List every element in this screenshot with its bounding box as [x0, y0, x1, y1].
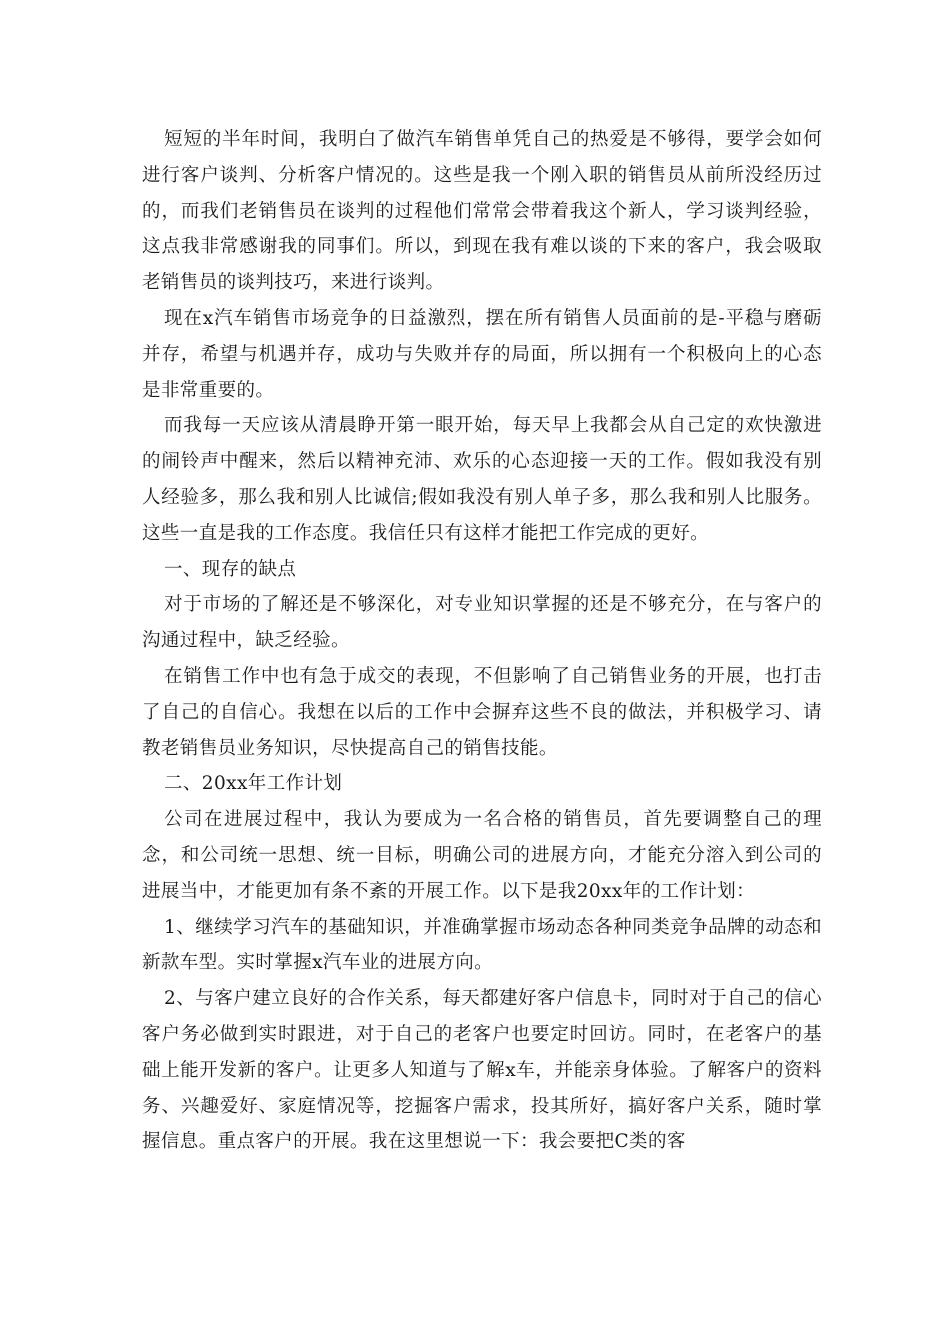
paragraph-shortcoming-1: 对于市场的了解还是不够深化，对专业知识掌握的还是不够充分，在与客户的沟通过程中，缺乏经验。	[142, 594, 822, 652]
paragraph-plan-item-2: 2、与客户建立良好的合作关系，每天都建好客户信息卡，同时对于自己的信心客户务必做到实时跟进，对于自己的老客户也要定时回访。同时，在老客户的基础上能开发新的客户。让更多人知道与了解x车，并能亲身体验。了解客户的资料务、兴趣爱好、家庭情况等，挖掘客户需求，投其所好，搞好客户关系，随时掌握信息。重点客户的开展。我在这里想说一下：我会要把C类的客	[142, 988, 822, 1153]
document-body	[142, 122, 822, 1160]
paragraph-market: 现在x汽车销售市场竞争的日益激烈，摆在所有销售人员面前的是-平稳与磨砺并存，希望与机遇并存，成功与失败并存的局面，所以拥有一个积极向上的心态是非常重要的。	[142, 307, 822, 401]
paragraph-plan-intro: 公司在进展过程中，我认为要成为一名合格的销售员，首先要调整自己的理念，和公司统一思想、统一目标，明确公司的进展方向，才能充分溶入到公司的进展当中，才能更加有条不紊的开展工作。以下是我20xx年的工作计划：	[142, 809, 822, 902]
paragraph-attitude: 而我每一天应该从清晨睁开第一眼开始，每天早上我都会从自己定的欢快激进的闹铃声中醒来，然后以精神充沛、欢乐的心态迎接一天的工作。假如我没有别人经验多，那么我和别人比诚信;假如我没有别人单子多，那么我和别人比服务。这些一直是我的工作态度。我信任只有这样才能把工作完成的更好。	[142, 415, 822, 544]
section-heading-plan: 二、20xx年工作计划	[164, 773, 343, 795]
paragraph-plan-item-1: 1、继续学习汽车的基础知识，并准确掌握市场动态各种同类竞争品牌的动态和新款车型。实时掌握x汽车业的进展方向。	[142, 916, 822, 974]
paragraph-shortcoming-2: 在销售工作中也有急于成交的表现，不但影响了自己销售业务的开展，也打击了自己的自信心。我想在以后的工作中会摒弃这些不良的做法，并积极学习、请教老销售员业务知识，尽快提高自己的销售技能。	[142, 665, 822, 759]
paragraph-intro: 短短的半年时间，我明白了做汽车销售单凭自己的热爱是不够得，要学会如何进行客户谈判、分析客户情况的。这些是我一个刚入职的销售员从前所没经历过的，而我们老销售员在谈判的过程他们常常会带着我这个新人，学习谈判经验，这点我非常感谢我的同事们。所以，到现在我有难以谈的下来的客户，我会吸取老销售员的谈判技巧，来进行谈判。	[142, 129, 822, 294]
section-heading-shortcomings: 一、现存的缺点	[164, 558, 297, 580]
